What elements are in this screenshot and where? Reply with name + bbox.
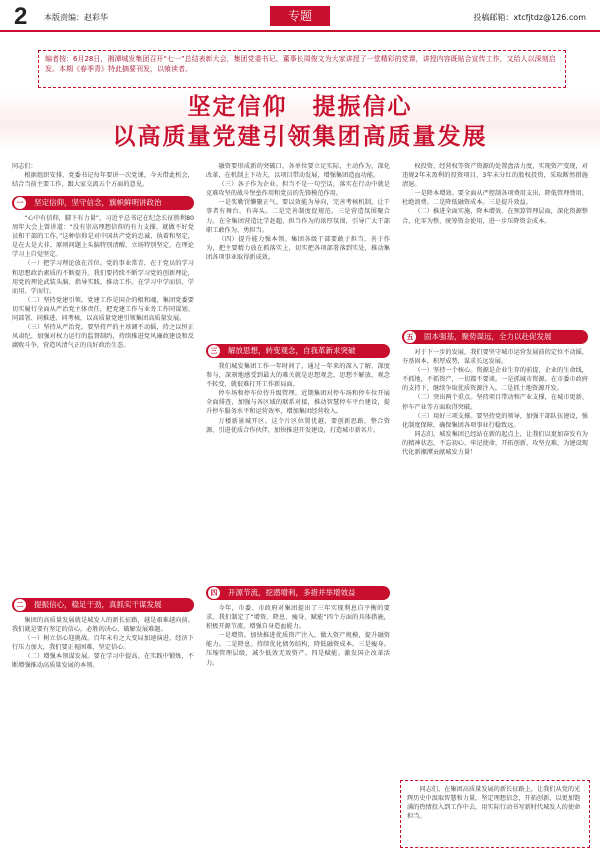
- column-2-body-3: [206, 604, 390, 860]
- section-number-icon: 四: [208, 587, 220, 599]
- section-heading-4: 四 开源节流，挖潜增利，多措并举增效益: [206, 586, 390, 600]
- editor-note: 编者按：6月28日，湘潭城发集团召开“七一”总结表彰大会，集团党委书记、董事长周俊文为大家讲授了一堂精彩的党课，讲授内容既贴合宣传工作，又给人以深刻启发。本期《春季青》特此摘要刊发，以飨读者。: [38, 50, 566, 88]
- editor-label: 本版责编：赵彩华: [44, 13, 108, 22]
- paragraph: （三）坚持从严治党。要坚持严的主基调不动摇，持之以恒正风肃纪，加强对权力运行的监督制约，持续推进党风廉政建设和反腐败斗争，营造风清气正的良好政治生态。: [12, 324, 194, 350]
- paragraph: 万楼新景城开区。这个片区位置优越，要创新思路，整合资源，引进优质合作伙伴，加快推进开发建设，打造城市新名片。: [206, 417, 390, 434]
- section-number-icon: 三: [208, 345, 220, 357]
- paragraph: 根据组织安排，党委书记每年要讲一次党课，今天借此机会，结合当前主要工作，跟大家交流五个方面的意见。: [12, 172, 194, 189]
- section-heading-5: 五 固本强基，聚势谋远，全力以赴促发展: [402, 330, 588, 344]
- paragraph: （三）各子作为企业。担当不是一句空话，落实在行动中就是克难攻坚的战斗堡垒作用和党员的先锋模范作用。: [206, 181, 390, 198]
- column-1-body-2: [12, 616, 194, 860]
- header-divider: [0, 30, 600, 32]
- column-3-body: [402, 162, 588, 322]
- paragraph: 一是奖勤罚懒聚正气。要以效能为导向，完善考核机制，让干事者有舞台、有奔头。二是完善制度促规范。三是营造氛围聚合力。在全集团营造比学赶超、担当作为的浓厚氛围，引导广大干部职工敢作为、勇担当。: [206, 199, 390, 234]
- article-title-line2: 以高质量党建引领集团高质量发展: [112, 124, 488, 150]
- section-heading-1: 一 坚定信仰，坚守信念，旗帜鲜明讲政治: [12, 196, 194, 210]
- section-heading-2: 二 提振信心，稳足干劲，真抓实干谋发展: [12, 598, 194, 612]
- paragraph: （二）坚持党建引领。党建工作是国企的根和魂，集团党委要切实履行全面从严治党主体责任，把党建工作与业务工作同谋划、同部署、同推进、同考核，以高质量党建引领集团高质量发展。: [12, 296, 194, 323]
- paragraph: 权投资、经营权等资产资源的处置盘活力度，实现资产变现，对违规2年未盈利的投资项目，3年未分红的股权投资，采取断然措施清退。: [402, 163, 588, 189]
- paragraph: 集团的高质量发展就是城发人的新长征路，越是艰难越向前。我们就是要有坚定的信心，必胜的决心，破解发展难题。: [12, 617, 194, 634]
- section-heading-3: 三 解放思想，转变观念，自我革新求突破: [206, 344, 390, 358]
- paragraph: （四）提升能力强本领。集团各级干部要敢于担当、善于作为，把主要精力放在抓落实上，切实把各项部署落到实处，推动集团各项事业取得新成效。: [206, 235, 390, 261]
- contribution-email: 投稿邮箱：xtcfjtdz@126.com: [473, 13, 586, 22]
- section-number-icon: 五: [404, 331, 416, 343]
- paragraph: （三）用好三项支撑。要坚持党的领导，加强干部队伍建设，强化制度保障，确保集团各项事业行稳致远。: [402, 412, 588, 429]
- section-tag: 专题: [270, 6, 330, 26]
- paragraph: 停车场和停车位待升级管理。近期集团对停车场和停车位开展全面排查，加强与各区域的联系对接，推动智慧停车平台建设，提升停车服务水平和运营效率，增加集团经营收入。: [206, 390, 390, 416]
- paragraph: 融资要形成新的突破口，各单位要立足实际，主动作为，深化改革，在机制上下功夫，以项目带动发展，增强集团造血功能。: [206, 163, 390, 180]
- paragraph: “心中有信仰，脚下有力量”，习近平总书记在纪念长征胜利80周年大会上曾讲道：“没有崇高理想信仰的有力支撑，就做不好党员和干部的工作。”这种信仰是对中国共产党的忠诚、执着和坚定，是在大是大非、原则问题上头脑特别清醒、立场特别坚定，在理论学习上自觉坚定。: [12, 215, 194, 259]
- paragraph: （一）把学习理论放在首位。党的事业常青，在于党员的学习和思想政治素质的不断提升。我们要持续不断学习党的创新理论，用党的理论武装头脑、指导实践、推动工作。在学习中学而信、学而用、学而行。: [12, 260, 194, 295]
- column-2-body-2: [206, 362, 390, 580]
- paragraph: （一）树立信心迎挑战。百年未有之大变局加速演进，经济下行压力加大，我们要正视困难，坚定信心。: [12, 635, 194, 652]
- section-number-icon: 二: [14, 599, 26, 611]
- column-1-intro: [12, 162, 194, 190]
- column-1-body: [12, 214, 194, 592]
- paragraph: （一）坚持一个核心。资源是企业生存的前提，企业的生命线，不抓地，不抓资产，一切都不要谈。一是抓城市资源。在市委市政府的支持下，继续争取优质资源注入。二是抓土地资源开发。: [402, 367, 588, 393]
- article-title-line1: 坚定信仰 提振信心: [187, 94, 413, 120]
- paragraph: 今年，市委、市政府对集团提出了三年实现利息自平衡的要求。我们制定了“增资、降息、瘦身、赋能”四个方面的具体措施，积极开源节流，增强自身造血能力。: [206, 605, 390, 631]
- paragraph: （二）推进全面实施，降本增效。在预算管理层面，深化资源整合、化零为整，统筹资金使用，进一步压降资金成本。: [402, 208, 588, 225]
- page-header: [0, 0, 600, 46]
- paragraph: 一是降本增效。要全面从严控制各项费用支出，降低管理费用，杜绝浪费。二是降低融资成本。三是提升效益。: [402, 190, 588, 207]
- paragraph: 对于下一步的发展，我们要坚守城市运营发展前的定位不动摇，夯基固本，积厚成势，谋求长远发展。: [402, 349, 588, 366]
- page-number: 2: [14, 3, 28, 30]
- paragraph: （二）增强本领谋发展。要在学习中提高、在实践中锻炼，不断增强推动高质量发展的本领。: [12, 653, 194, 670]
- paragraph: 一是增资。加快推进优质资产注入，做大资产规模，提升融资能力。二是降息。持续优化债务结构，降低融资成本。三是瘦身。压缩管理层级，减少低效无效资产。四是赋能。激发国企改革活力。: [206, 632, 390, 667]
- salutation: 同志们：: [12, 163, 37, 170]
- closing-note: 同志们，在集团高质量发展的新长征路上，让我们从党的光辉历史中汲取智慧和力量，坚定理想信念，开拓创新，以更加饱满的热情投入到工作中去，用实际行动书写新时代城发人的使命担当。: [400, 780, 590, 848]
- section-number-icon: 一: [14, 197, 26, 209]
- column-2-body: [206, 162, 390, 338]
- paragraph: （二）突出两个重点。坚持项目带动和产业支撑，在城市更新、停车产业等方面取得突破。: [402, 394, 588, 411]
- paragraph: 同志们，城发集团已经站在新的起点上，让我们以更加奋发有为的精神状态，不忘初心、牢记使命，开拓创新、攻坚克难，为建设现代化新湘潭贡献城发力量！: [402, 430, 588, 457]
- paragraph: 我们城发集团工作一年时间了，通过一年来的深入了解、深度参与，深刻地感受到最大的难关就是思想观念，思想不解放，观念不转变，就很难打开工作新局面。: [206, 363, 390, 389]
- column-3-body-2: [402, 348, 588, 772]
